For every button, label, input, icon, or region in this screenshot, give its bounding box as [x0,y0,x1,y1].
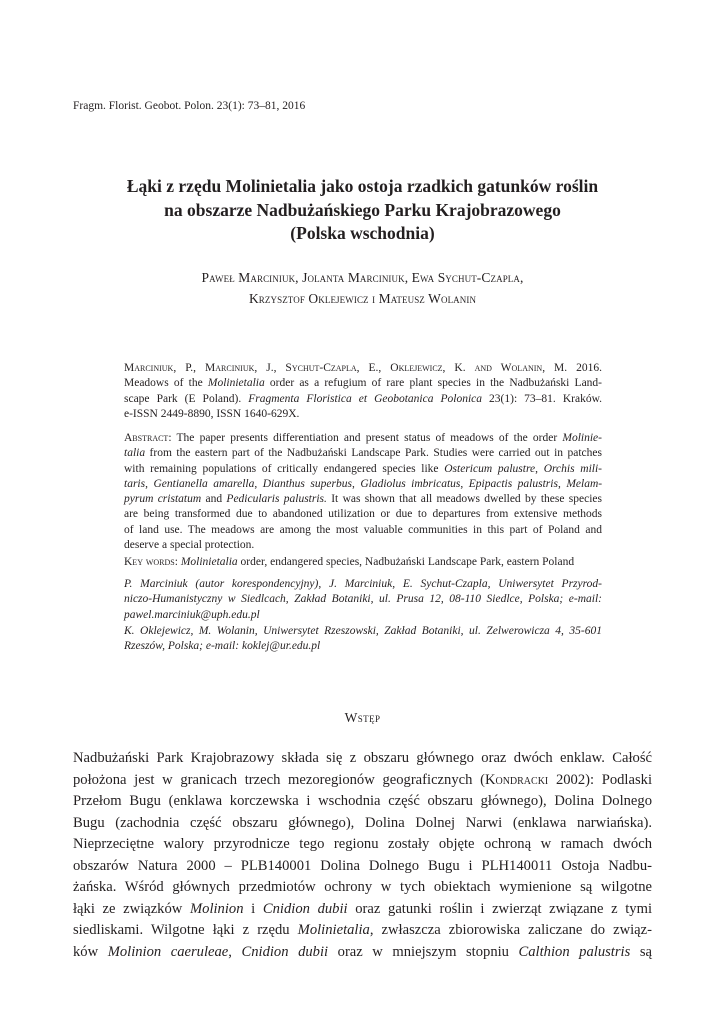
journal-reference: Fragm. Florist. Geobot. Polon. 23(1): 73–81, 2016 [73,100,306,112]
abstract-line [124,446,602,461]
citation-line: e-ISSN 2449-8890, ISSN 1640-629X. [124,407,300,420]
abstract-taxon: Ostericum palustre [444,462,536,475]
abstract-text: The paper presents differentiation and present status of meadows of the order [171,432,563,444]
body-taxon: Calthion palustris [518,943,631,960]
citation-line [124,361,602,376]
keywords-taxon: Molinietalia [180,556,238,568]
body-line: Bugu (zachodnia część obszaru głównego), Dolina Dolnej Narwi (enklawa narwiańska). [73,814,652,831]
abstract-taxon: Melam- [566,477,603,490]
abstract-text: , [351,477,361,490]
abstract-taxon: taris [124,477,146,490]
body-line [73,899,652,921]
body-text-run: siedliskami. Wilgotne łąki z rzędu [73,922,298,938]
keywords-block [124,555,602,570]
abstract-label: Abstract: [124,432,172,444]
abstract-text: , [254,477,263,490]
abstract-taxon: Gladiolus imbricatus [360,477,461,490]
abstract-taxon: Orchis mili- [543,462,602,475]
author-address-2 [124,624,602,655]
abstract-line: deserve a special protection. [124,539,255,552]
abstract-line: of land use. The meadows are among the most valuable communities in this part of Poland and [124,523,602,536]
abstract-line [124,431,602,446]
citation-year: 2016. [567,362,603,374]
body-line [73,770,652,792]
keywords-text: order, endangered species, Nadbużański Landscape Park, eastern Poland [237,556,575,568]
address-line: P. Marciniuk (autor korespondencyjny), J. Marciniuk, E. Sychut-Czapla, Uniwersytet Przyrod- [124,578,602,590]
address-line: Rzeszów, Polska; e-mail: koklej@ur.edu.pl [124,640,321,653]
abstract-text: , [145,477,154,490]
body-line: Nieprzeciętne walory przyrodnicze tego regionu zostały objęte ochroną w ramach dwóch [73,836,652,852]
citation-text: Meadows of the [124,377,208,390]
body-line [73,920,652,942]
author-address-1 [124,577,602,623]
body-text-run: i [243,900,263,917]
abstract-line [124,492,602,507]
address-email: pawel.marciniuk@uph.edu.pl [124,608,260,621]
title-line: Łąki z rzędu Molinietalia jako ostoja rzadkich gatunków roślin [126,176,599,196]
address-line: K. Oklejewicz, M. Wolanin, Uniwersytet Rzeszowski, Zakład Botaniki, ul. Zelwerowicza 4, 35-601 [124,625,602,637]
body-text-run: łąki ze związków [73,900,190,917]
title-line: na obszarze Nadbużańskiego Parku Krajobrazowego [164,199,561,220]
abstract-text: , [535,462,544,475]
body-line [73,942,652,964]
title-line: (Polska wschodnia) [290,223,435,243]
body-taxon: Cnidion dubii [241,943,329,960]
author-line: Krzysztof Oklejewicz i Mateusz Wolanin [248,291,477,306]
abstract-taxon: Molinie- [562,432,602,444]
abstract-line [124,462,602,477]
citation-journal: Fragmenta Floristica et Geobotanica Polonica [248,392,483,405]
abstract-block [124,431,602,553]
citation-line [124,376,602,391]
address-line: niczo-Humanistyczny w Siedlcach, Zakład Botaniki, ul. Prusa 12, 08-110 Siedlce, Polska; e-mail: [124,593,602,606]
abstract-line [124,477,602,492]
body-taxon: Molinion caeruleae [107,943,229,960]
keywords-label: Key words: [124,556,178,568]
abstract-text: , [460,477,469,490]
body-text-run: są [630,943,652,960]
abstract-line: are being transformed due to abandoned utilization or due to departures from extensive methods [124,508,602,521]
citation-taxon: Molinietalia [207,377,265,390]
body-taxon: Cnidion dubii [262,900,348,917]
abstract-text: , [557,477,567,490]
body-text-run: oraz w mniejszym stopniu [328,943,519,960]
citation-authors: Marciniuk, P., Marciniuk, J., Sychut-Czapla, E., Oklejewicz, K. and Wolanin, M. [124,362,568,374]
citation-text: order as a refugium of rare plant species in the Nadbużański Land- [264,377,602,390]
citation-line [124,392,602,407]
body-line: Przełom Bugu (enklawa korczewska i wschodnia część obszaru głównego), Dolina Dolnego [73,793,652,809]
body-line: obszarów Natura 2000 – PLB140001 Dolina Dolnego Bugu i PLH140011 Ostoja Nadbu- [73,857,652,874]
body-text-run: ków [73,943,108,960]
body-line: żańska. Wśród głównych przedmiotów ochrony w tych obiektach wymienione są wilgotne [73,879,652,895]
abstract-taxon: Dianthus superbus [262,477,352,490]
body-text-run: oraz gatunki roślin i zwierząt związane z tymi [347,900,652,917]
keywords-line [124,555,602,570]
abstract-text: from the eastern part of the Nadbużański Landscape Park. Studies were carried out in patches [145,447,602,460]
body-taxon: Molinietalia [297,922,370,938]
citation-text: scape Park (E Poland). [124,392,249,405]
citation-block [124,361,602,422]
section-heading: Wstęp [344,710,381,725]
abstract-taxon: Gentianella amarella [153,477,255,490]
abstract-taxon: talia [124,447,146,460]
body-citation: Kondracki [484,771,549,788]
abstract-text: with remaining populations of critically endangered species like [124,462,445,475]
article-title [60,175,665,246]
body-text-run: 2002): Podlaski [548,771,652,788]
body-text-run: położona jest w granicach trzech mezoregionów geograficznych ( [73,771,485,788]
body-text-run: , [228,943,242,960]
author-list [60,267,665,309]
abstract-taxon: pyrum cristatum [124,493,202,506]
body-line: Nadbużański Park Krajobrazowy składa się z obszaru głównego oraz dwóch enklaw. Całość [73,750,652,766]
author-line: Paweł Marciniuk, Jolanta Marciniuk, Ewa Sychut-Czapla, [201,270,524,285]
abstract-text: It was shown that all meadows dwelled by these species [326,493,602,506]
citation-text: 23(1): 73–81. Kraków. [482,392,603,405]
abstract-text: and [201,493,227,506]
body-taxon: Molinion [189,900,244,917]
body-text [73,748,652,963]
body-text-run: , zwłaszcza zbiorowiska zaliczane do związ- [369,922,652,938]
abstract-taxon: Epipactis palustris [468,477,558,490]
abstract-taxon: Pedicularis palustris. [226,493,327,506]
